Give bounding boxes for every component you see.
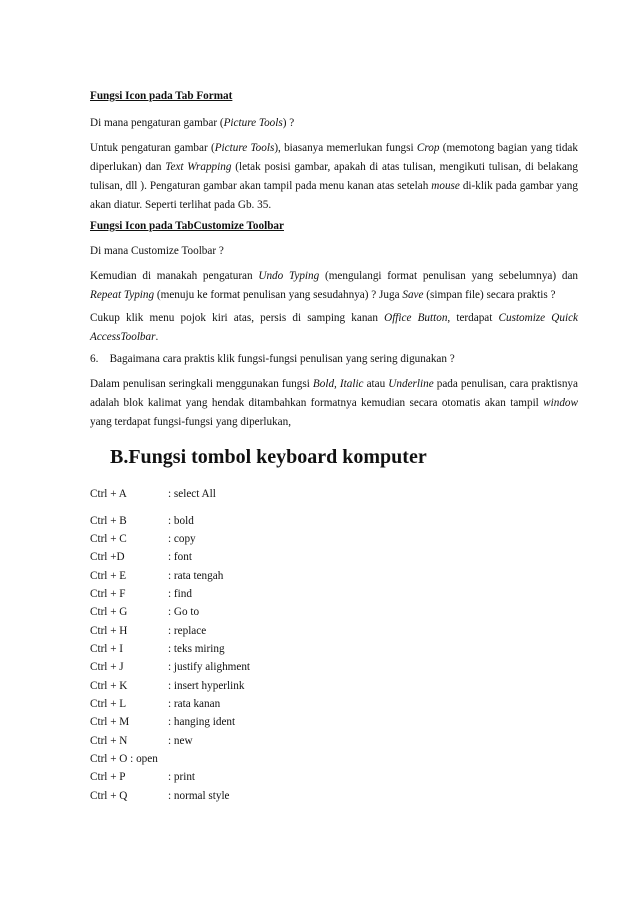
shortcut-desc: : hanging ident xyxy=(168,716,236,728)
shortcut-row xyxy=(90,622,578,640)
customize-toolbar-paragraph: Kemudian di manakah pengaturan Undo Typing (mengulangi format penulisan yang sebelumnya) dan Repeat Typing (menuju ke format penulisan yang sesudahnya) ? Juga Save (simpan file) secara praktis ? xyxy=(90,270,579,301)
shortcut-desc: : copy xyxy=(168,533,196,545)
section-b-title: B.Fungsi tombol keyboard komputer xyxy=(110,446,427,468)
shortcut-key: Ctrl + I xyxy=(90,643,124,655)
shortcut-row xyxy=(90,768,578,786)
shortcut-desc: : print xyxy=(168,771,196,783)
tab-format-heading: Fungsi Icon pada Tab Format xyxy=(90,90,233,102)
shortcut-desc: : bold xyxy=(168,515,194,527)
shortcut-key: Ctrl + C xyxy=(90,533,127,545)
shortcut-desc: : rata tengah xyxy=(168,570,224,582)
question-6: 6. Bagaimana cara praktis klik fungsi-fungsi penulisan yang sering digunakan ? xyxy=(90,353,455,365)
shortcut-key: Ctrl + A xyxy=(90,488,127,500)
shortcut-key: Ctrl + F xyxy=(90,588,126,600)
shortcut-key: Ctrl + K xyxy=(90,680,128,692)
shortcut-key: Ctrl + N xyxy=(90,735,128,747)
shortcut-desc: : justify alighment xyxy=(168,661,251,673)
shortcut-desc: : replace xyxy=(168,625,207,637)
customize-toolbar-click-paragraph: Cukup klik menu pojok kiri atas, persis di samping kanan Office Button, terdapat Customize Quick AccessToolbar. xyxy=(90,312,578,343)
answer-6-paragraph: Dalam penulisan seringkali menggunakan fungsi Bold, Italic atau Underline pada penulisan, cara praktisnya adalah blok kalimat yang hendak ditambahkan formatnya kemudian secara otomatis akan tampil window yang terdapat fungsi-fungsi yang diperlukan, xyxy=(90,378,578,428)
tab-format-paragraph: Untuk pengaturan gambar (Picture Tools), biasanya memerlukan fungsi Crop (memotong bagian yang tidak diperlukan) dan Text Wrapping (letak posisi gambar, apakah di atas tulisan, mengikuti tulisan, di belakang tulisan, dll ). Pengaturan gambar akan tampil pada menu kanan atas setelah mouse di-klik pada gambar yang akan diatur. Seperti terlihat pada Gb. 35. xyxy=(90,142,578,211)
shortcut-row xyxy=(90,787,578,805)
shortcut-key: Ctrl + G xyxy=(90,606,128,618)
shortcut-desc: : select All xyxy=(168,488,216,500)
shortcut-row xyxy=(90,585,578,603)
shortcut-desc: : find xyxy=(168,588,192,600)
customize-toolbar-heading: Fungsi Icon pada TabCustomize Toolbar xyxy=(90,220,284,232)
shortcut-key: Ctrl + L xyxy=(90,698,127,710)
shortcut-row xyxy=(90,567,578,585)
shortcut-key: Ctrl +D xyxy=(90,551,125,563)
shortcut-desc: : font xyxy=(168,551,192,563)
shortcut-row xyxy=(90,530,578,548)
shortcut-key: Ctrl + E xyxy=(90,570,127,582)
shortcut-row xyxy=(90,695,578,713)
shortcut-row xyxy=(90,750,578,768)
shortcut-key: Ctrl + O : open xyxy=(90,753,158,765)
shortcut-desc: : normal style xyxy=(168,790,230,802)
shortcut-desc: : insert hyperlink xyxy=(168,680,245,692)
shortcut-desc: : rata kanan xyxy=(168,698,221,710)
shortcut-row xyxy=(90,658,578,676)
shortcut-row xyxy=(90,713,578,731)
shortcut-row xyxy=(90,548,578,566)
shortcut-key: Ctrl + P xyxy=(90,771,126,783)
shortcut-key: Ctrl + M xyxy=(90,716,130,728)
shortcut-row xyxy=(90,732,578,750)
shortcut-key: Ctrl + H xyxy=(90,625,128,637)
shortcut-key: Ctrl + Q xyxy=(90,790,128,802)
shortcut-key: Ctrl + B xyxy=(90,515,127,527)
shortcut-row xyxy=(90,640,578,658)
shortcut-row xyxy=(90,512,578,530)
shortcut-row xyxy=(90,603,578,621)
tab-format-intro: Di mana pengaturan gambar (Picture Tools) ? xyxy=(90,117,295,129)
shortcut-desc: : new xyxy=(168,735,193,747)
shortcut-row xyxy=(90,485,578,503)
customize-toolbar-intro: Di mana Customize Toolbar ? xyxy=(90,245,224,257)
shortcut-row xyxy=(90,677,578,695)
shortcut-desc: : teks miring xyxy=(168,643,225,655)
shortcut-desc: : Go to xyxy=(168,606,200,618)
shortcut-key: Ctrl + J xyxy=(90,661,124,673)
